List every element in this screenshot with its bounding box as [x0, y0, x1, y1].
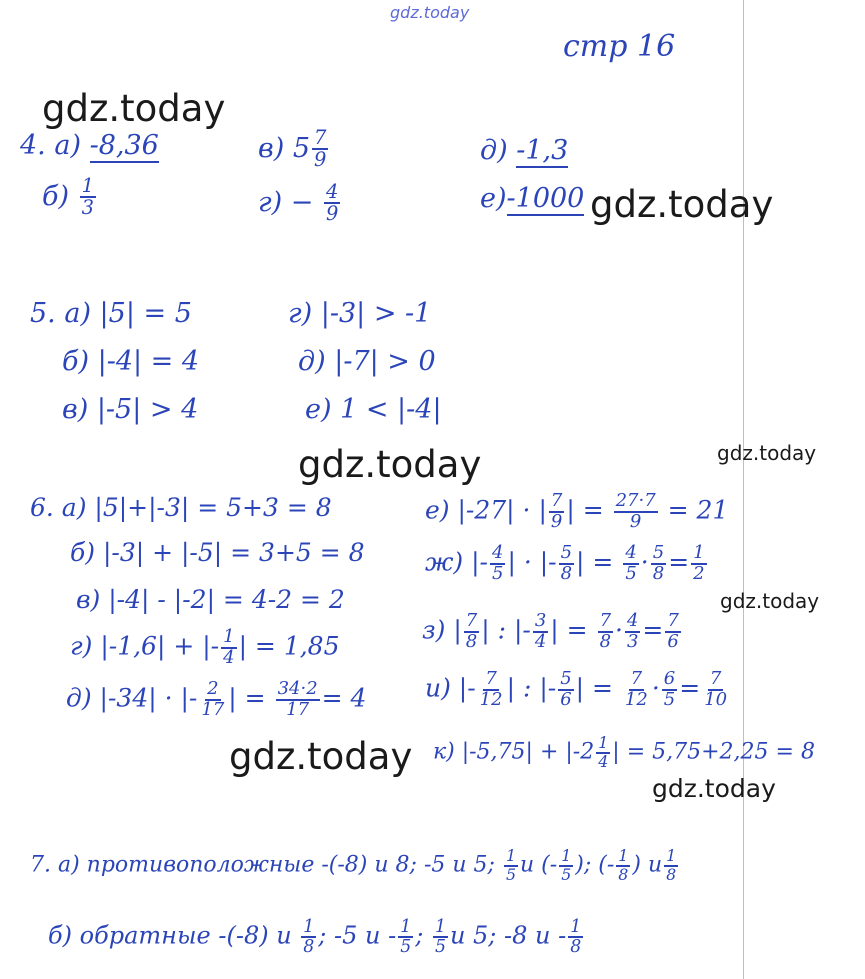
task6-a: 6. а) |5|+|-3| = 5+3 = 8 — [30, 493, 332, 522]
task6-z: з) | $\frac{7}{8}$ | : |- $\frac{3}{4}$ | = $\frac{7}{8}$ · $\frac{4}{3}$ = $\frac{7}{6}$ — [422, 610, 679, 652]
watermark: gdz.today — [298, 443, 482, 486]
task4-v: в) 5 $\frac{7}{9}$ — [258, 126, 327, 172]
task5-e: е) 1 < |-4| — [305, 394, 442, 425]
watermark: gdz.today — [717, 441, 817, 465]
task4-a: 4. а) -8,36 — [20, 130, 159, 161]
task5-a: 5. а) |5| = 5 — [30, 298, 192, 329]
task7-a: 7. а) противоположные -(-8) и 8; -5 и 5; $\frac{1}{5}$ и (- $\frac{1}{5}$ ); (- $\frac{1}{8}$ ) и $\frac{1}{8}$ — [30, 846, 677, 884]
task6-b: б) |-3| + |-5| = 3+5 = 8 — [70, 538, 365, 567]
task6-i: и) |- $\frac{7}{12}$ | : |- $\frac{5}{6}$ | = $\frac{7}{12}$ · $\frac{6}{5}$ = $\frac{7}{10}$ — [425, 668, 728, 710]
task6-k: к) |-5,75| + |-2 $\frac{1}{4}$ | = 5,75+2,25 = 8 — [433, 733, 815, 771]
task6-zh: ж) |- $\frac{4}{5}$ | · |- $\frac{5}{8}$ | = $\frac{4}{5}$ · $\frac{5}{8}$ = $\frac{1}{2}$ — [425, 542, 705, 584]
page-reference: стр 16 — [563, 29, 676, 64]
watermark: gdz.today — [229, 735, 413, 778]
task5-g: г) |-3| > -1 — [288, 298, 432, 329]
watermark: gdz.today — [42, 87, 226, 130]
task6-e: е) |-27| · | $\frac{7}{9}$ | = $\frac{27\cdot 7}{9}$ = 21 — [425, 490, 729, 532]
task4-e: е)-1000 — [480, 183, 585, 214]
watermark: gdz.today — [590, 183, 774, 226]
task5-b: б) |-4| = 4 — [62, 346, 200, 377]
task4-g: г) − $\frac{4}{9}$ — [258, 180, 339, 226]
task6-d: д) |-34| · |- $\frac{2}{17}$ | = $\frac{34\cdot 2}{17}$ = 4 — [66, 678, 367, 720]
watermark: gdz.today — [720, 589, 820, 613]
margin-line — [743, 0, 744, 979]
task4-b: б) $\frac{1}{3}$ — [42, 174, 94, 220]
task5-v: в) |-5| > 4 — [62, 394, 199, 425]
task4-d: д) -1,3 — [480, 135, 569, 166]
task6-g: г) |-1,6| + |- $\frac{1}{4}$ | = 1,85 — [70, 626, 340, 668]
watermark-top: gdz.today — [390, 3, 470, 22]
watermark: gdz.today — [652, 774, 776, 803]
task6-v: в) |-4| - |-2| = 4-2 = 2 — [76, 585, 345, 614]
task5-d: д) |-7| > 0 — [298, 346, 436, 377]
task7-b: б) обратные -(-8) и $\frac{1}{8}$ ; -5 и - $\frac{1}{5}$ ; $\frac{1}{5}$ и 5; -8 и - $\frac{1}{8}$ — [48, 917, 582, 958]
